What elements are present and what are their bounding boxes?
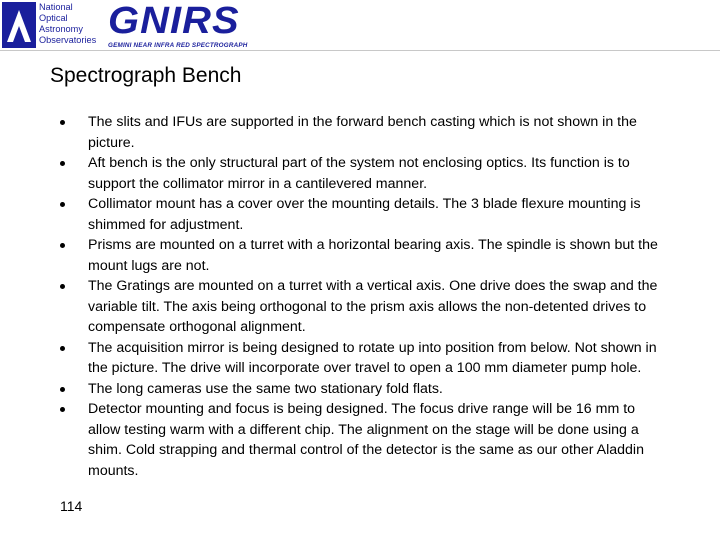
bullet-icon: [60, 161, 65, 166]
bullet-text: The Gratings are mounted on a turret with a vertical axis. One drive does the swap and the variable tilt. The axis being orthogonal to the prism axis allows the non-detented drives to compensate orthogonal alignment.: [88, 278, 658, 335]
bullet-list: [58, 112, 658, 481]
bullet-icon: [60, 407, 65, 412]
noao-logo-text: National Optical Astronomy Observatories: [39, 2, 97, 45]
bullet-text: Aft bench is the only structural part of the system not enclosing optics. Its function is to support the collimator mirror in a cantilevered manner.: [88, 155, 630, 192]
slide-title: Spectrograph Bench: [50, 64, 242, 87]
bullet-item: [58, 194, 658, 235]
bullet-icon: [60, 202, 65, 207]
bullet-text: Collimator mount has a cover over the mounting details. The 3 blade flexure mounting is shimmed for adjustment.: [88, 196, 641, 233]
header-divider: [0, 50, 720, 51]
bullet-icon: [60, 243, 65, 248]
noao-logo: [2, 2, 98, 48]
bullet-icon: [60, 346, 65, 351]
bullet-icon: [60, 284, 65, 289]
bullet-text: Detector mounting and focus is being designed. The focus drive range will be 16 mm to allow testing warm with a different chip. The alignment on the stage will be done using a shim. Cold strapping and thermal control of the detector is the same as our other Aladdin mounts.: [88, 401, 644, 479]
bullet-text: The long cameras use the same two stationary fold flats.: [88, 380, 443, 397]
bullet-text: The acquisition mirror is being designed to rotate up into position from below. Not shown in the picture. The drive will incorporate over travel to open a 100 mm diameter pump hole.: [88, 339, 657, 376]
bullet-item: [58, 379, 658, 400]
bullet-item: [58, 276, 658, 338]
page-number: 114: [60, 498, 83, 514]
bullet-icon: [60, 120, 65, 125]
bullet-item: [58, 399, 658, 481]
bullet-item: [58, 112, 658, 153]
gnirs-logo-subtitle: GEMINI NEAR INFRA RED SPECTROGRAPH: [108, 42, 248, 49]
gnirs-logo-text: GNIRS: [108, 0, 240, 42]
gnirs-logo: [108, 2, 248, 49]
bullet-icon: [60, 387, 65, 392]
bullet-item: [58, 235, 658, 276]
bullet-text: The slits and IFUs are supported in the forward bench casting which is not shown in the picture.: [88, 114, 637, 151]
bullet-item: [58, 338, 658, 379]
bullet-text: Prisms are mounted on a turret with a horizontal bearing axis. The spindle is shown but the mount lugs are not.: [88, 237, 658, 274]
noao-emblem-icon: [2, 2, 36, 48]
bullet-item: [58, 153, 658, 194]
